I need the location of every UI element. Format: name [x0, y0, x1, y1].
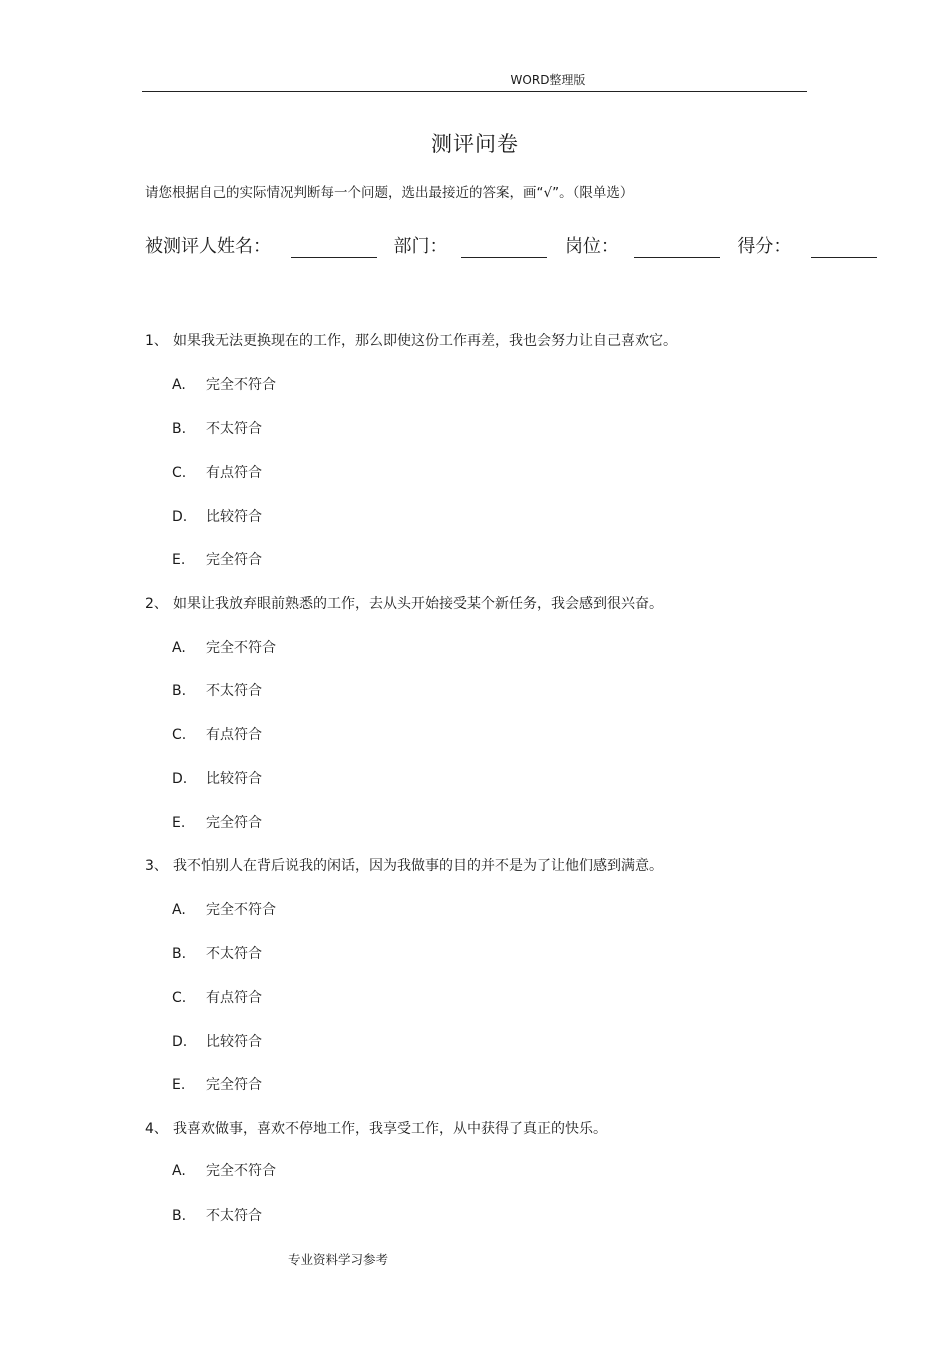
option-letter: B. [172, 946, 187, 962]
option-text: 不太符合 [206, 683, 262, 699]
option-letter: A. [172, 902, 186, 918]
option-text: 比较符合 [206, 771, 262, 787]
q3-option-d[interactable] [172, 1031, 262, 1051]
option-letter: E. [172, 815, 186, 831]
option-letter: B. [172, 421, 187, 437]
question-text: 如果我无法更换现在的工作，那么即使这份工作再差，我也会努力让自己喜欢它。 [173, 333, 677, 349]
question-number: 1、 [145, 333, 168, 349]
q1-option-b[interactable] [172, 418, 262, 438]
q1-option-e[interactable] [172, 549, 262, 569]
option-text: 有点符合 [206, 465, 262, 481]
option-text: 有点符合 [206, 727, 262, 743]
q3-option-a[interactable] [172, 899, 276, 919]
question-text: 我不怕别人在背后说我的闲话，因为我做事的目的并不是为了让他们感到满意。 [173, 858, 663, 874]
option-letter: B. [172, 683, 187, 699]
q2-option-e[interactable] [172, 812, 262, 832]
option-letter: A. [172, 640, 186, 656]
q3-option-b[interactable] [172, 943, 262, 963]
q2-option-c[interactable] [172, 724, 262, 744]
question-text: 我喜欢做事，喜欢不停地工作，我享受工作，从中获得了真正的快乐。 [173, 1121, 607, 1137]
score-blank[interactable] [811, 235, 877, 258]
q1-option-c[interactable] [172, 462, 262, 482]
question-2 [145, 593, 663, 613]
question-1 [145, 330, 677, 350]
question-number: 4、 [145, 1121, 168, 1137]
option-letter: D. [172, 509, 188, 525]
option-text: 完全不符合 [206, 377, 276, 393]
option-letter: D. [172, 1034, 188, 1050]
option-letter: D. [172, 771, 188, 787]
option-text: 不太符合 [206, 946, 262, 962]
name-blank[interactable] [291, 235, 377, 258]
page-footer: 专业资料学习参考 [288, 1252, 389, 1267]
dept-blank[interactable] [461, 235, 547, 258]
option-text: 完全符合 [206, 815, 262, 831]
post-blank[interactable] [634, 235, 720, 258]
option-letter: A. [172, 377, 186, 393]
q4-option-a[interactable] [172, 1160, 276, 1180]
question-3 [145, 855, 663, 875]
option-letter: A. [172, 1163, 186, 1179]
respondent-info-row [145, 232, 877, 258]
name-label: 被测评人姓名： [145, 236, 271, 257]
option-text: 完全不符合 [206, 1163, 276, 1179]
question-text: 如果让我放弃眼前熟悉的工作，去从头开始接受某个新任务，我会感到很兴奋。 [173, 596, 663, 612]
option-letter: C. [172, 727, 187, 743]
q1-option-d[interactable] [172, 506, 262, 526]
option-text: 比较符合 [206, 1034, 262, 1050]
question-number: 2、 [145, 596, 168, 612]
option-text: 有点符合 [206, 990, 262, 1006]
q2-option-a[interactable] [172, 637, 276, 657]
option-letter: C. [172, 465, 187, 481]
option-text: 完全符合 [206, 1077, 262, 1093]
header-divider [142, 91, 807, 92]
option-text: 不太符合 [206, 1208, 262, 1224]
option-text: 不太符合 [206, 421, 262, 437]
document-title: 测评问卷 [431, 132, 519, 156]
q4-option-b[interactable] [172, 1205, 262, 1225]
option-text: 完全不符合 [206, 902, 276, 918]
dept-label: 部门： [393, 236, 448, 257]
option-letter: E. [172, 1077, 186, 1093]
q3-option-e[interactable] [172, 1074, 262, 1094]
option-letter: B. [172, 1208, 187, 1224]
option-text: 完全符合 [206, 552, 262, 568]
instruction-text: 请您根据自己的实际情况判断每一个问题，选出最接近的答案，画“√”。（限单选） [145, 185, 634, 201]
question-number: 3、 [145, 858, 168, 874]
q3-option-c[interactable] [172, 987, 262, 1007]
score-label: 得分： [737, 236, 792, 257]
q1-option-a[interactable] [172, 374, 276, 394]
page-header: WORD整理版 [510, 73, 586, 87]
option-text: 比较符合 [206, 509, 262, 525]
question-4 [145, 1118, 607, 1138]
q2-option-b[interactable] [172, 680, 262, 700]
option-text: 完全不符合 [206, 640, 276, 656]
q2-option-d[interactable] [172, 768, 262, 788]
option-letter: C. [172, 990, 187, 1006]
option-letter: E. [172, 552, 186, 568]
post-label: 岗位： [564, 236, 619, 257]
